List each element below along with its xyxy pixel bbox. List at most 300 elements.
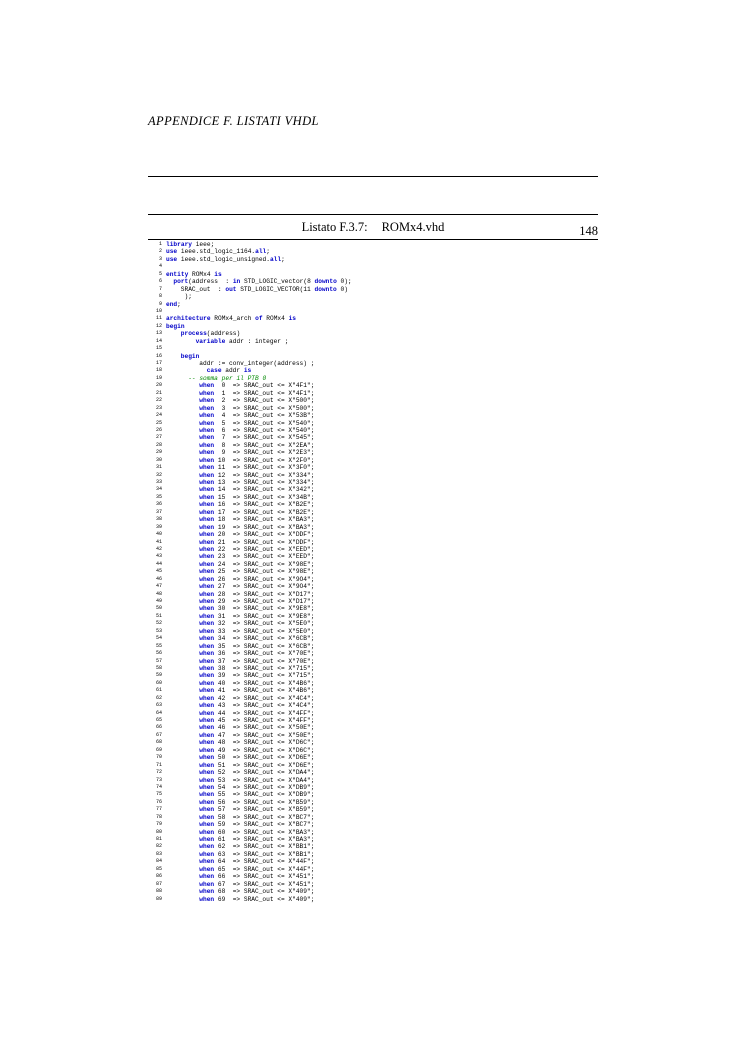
- code-line: [148, 843, 598, 850]
- code-line: [148, 605, 598, 612]
- code-token: when: [199, 456, 215, 464]
- code-line: [148, 583, 598, 590]
- code-token: when: [199, 731, 215, 739]
- code-token: 45 => SRAC_out <= X"4FF";: [214, 717, 315, 724]
- code-line: [148, 739, 598, 746]
- line-number: 55: [155, 642, 162, 649]
- line-number: 78: [155, 813, 162, 820]
- code-token: 46 => SRAC_out <= X"50E";: [214, 724, 315, 732]
- line-number: 46: [155, 575, 162, 582]
- code-token: 40 => SRAC_out <= X"4B6";: [214, 679, 315, 687]
- line-content: [199, 769, 314, 776]
- code-token: 65 => SRAC_out <= X"44F";: [214, 865, 315, 873]
- listing-caption-title: ROMx4.vhd: [381, 220, 445, 234]
- line-number: 25: [155, 419, 162, 426]
- code-token: addr : integer ;: [225, 337, 289, 345]
- code-token: when: [199, 806, 215, 814]
- code-line: [148, 635, 598, 642]
- code-token: 13 => SRAC_out <= X"334";: [214, 479, 315, 486]
- line-number: 2: [158, 248, 162, 255]
- code-line: [148, 695, 598, 702]
- line-number: 50: [155, 605, 162, 612]
- line-number: 86: [155, 873, 162, 880]
- code-line: [148, 539, 598, 546]
- code-line: [148, 271, 598, 278]
- line-number: 20: [155, 382, 162, 389]
- code-token: when: [199, 657, 215, 665]
- code-line: [148, 509, 598, 516]
- code-token: when: [199, 746, 215, 754]
- code-token: 47 => SRAC_out <= X"50E";: [214, 731, 315, 739]
- line-number: 19: [155, 374, 162, 381]
- code-token: 18 => SRAC_out <= X"BA3";: [214, 516, 315, 524]
- code-token: when: [199, 821, 215, 829]
- line-content: [199, 665, 314, 672]
- code-line: [148, 412, 598, 419]
- code-token: 30 => SRAC_out <= X"9E8";: [214, 605, 315, 613]
- code-token: when: [199, 612, 215, 620]
- code-token: 57 => SRAC_out <= X"B59";: [214, 806, 315, 814]
- code-token: when: [199, 545, 215, 553]
- code-token: when: [199, 694, 215, 702]
- code-token: addr: [221, 367, 244, 375]
- code-token: 64 => SRAC_out <= X"44F";: [214, 858, 315, 866]
- code-line: [148, 814, 598, 821]
- code-token: when: [199, 858, 215, 866]
- code-line: [148, 799, 598, 806]
- line-content: [199, 553, 314, 560]
- code-line: [148, 643, 598, 650]
- code-line: [148, 888, 598, 895]
- line-content: [199, 829, 314, 836]
- code-token: 63 => SRAC_out <= X"BB1";: [214, 850, 315, 858]
- code-line: [148, 754, 598, 761]
- code-token: when: [199, 479, 215, 486]
- line-number: 69: [155, 746, 162, 753]
- code-token: 66 => SRAC_out <= X"451";: [214, 873, 315, 881]
- code-token: STD_LOGIC_VECTOR(11: [236, 285, 315, 293]
- code-line: [148, 568, 598, 575]
- code-line: [148, 494, 598, 501]
- line-content: [199, 873, 314, 880]
- code-line: [148, 256, 598, 263]
- code-line: [148, 449, 598, 456]
- code-token: ;: [177, 300, 181, 308]
- line-content: [199, 814, 314, 821]
- code-token: 49 => SRAC_out <= X"D6C";: [214, 746, 315, 754]
- line-content: [199, 479, 314, 486]
- code-token: 27 => SRAC_out <= X"9O4";: [214, 583, 315, 591]
- code-line: [148, 762, 598, 769]
- line-content: [199, 732, 314, 739]
- code-line: [148, 724, 598, 731]
- code-token: when: [199, 620, 215, 628]
- code-token: 0): [336, 285, 348, 293]
- code-token: case: [206, 367, 222, 375]
- code-token: 0 => SRAC_out <= X"4F1";: [214, 382, 315, 390]
- line-number: 72: [155, 769, 162, 776]
- line-content: [199, 791, 314, 798]
- code-token: 62 => SRAC_out <= X"BB1";: [214, 843, 315, 851]
- line-number: 60: [155, 679, 162, 686]
- line-content: [199, 360, 314, 367]
- code-token: 16 => SRAC_out <= X"B2E";: [214, 501, 315, 509]
- line-content: [199, 509, 314, 516]
- code-token: when: [199, 575, 215, 583]
- code-line: [148, 420, 598, 427]
- line-content: [166, 315, 296, 322]
- code-line: [148, 710, 598, 717]
- line-number: 30: [155, 456, 162, 463]
- code-line: [148, 665, 598, 672]
- code-token: when: [199, 583, 215, 591]
- listing-caption-rule: [148, 239, 598, 240]
- code-token: end: [166, 300, 178, 308]
- line-number: 15: [155, 345, 162, 352]
- line-number: 35: [155, 493, 162, 500]
- code-token: 67 => SRAC_out <= X"451";: [214, 880, 315, 888]
- code-token: STD_LOGIC_vector(8: [240, 278, 315, 286]
- code-token: when: [199, 888, 215, 896]
- code-line: [148, 472, 598, 479]
- line-content: [199, 754, 314, 761]
- code-token: 12 => SRAC_out <= X"334";: [214, 471, 315, 479]
- line-content: [199, 524, 314, 531]
- line-number: 14: [155, 337, 162, 344]
- code-line: [148, 620, 598, 627]
- code-token: is: [243, 367, 252, 375]
- line-content: [199, 836, 314, 843]
- code-line: [148, 516, 598, 523]
- line-number: 81: [155, 836, 162, 842]
- code-token: 41 => SRAC_out <= X"4B6";: [214, 687, 315, 695]
- code-token: when: [199, 449, 215, 457]
- code-line: [148, 717, 598, 724]
- code-token: when: [199, 389, 215, 397]
- code-token: when: [199, 441, 215, 449]
- code-line: [148, 427, 598, 434]
- line-number: 43: [155, 553, 162, 560]
- code-token: ROMx4_arch: [210, 315, 256, 323]
- code-token: when: [199, 501, 215, 509]
- code-token: when: [199, 538, 215, 546]
- code-token: ROMx4: [262, 315, 289, 323]
- line-content: [188, 375, 266, 382]
- line-number: 76: [155, 798, 162, 805]
- code-token: 35 => SRAC_out <= X"6CB";: [214, 642, 315, 650]
- code-line: [148, 881, 598, 888]
- line-content: [166, 271, 222, 278]
- code-token: when: [199, 783, 215, 791]
- code-token: 22 => SRAC_out <= X"EED";: [214, 545, 315, 553]
- line-number: 4: [158, 263, 162, 270]
- code-token: ROMx4: [188, 270, 215, 278]
- code-token: when: [199, 531, 215, 539]
- code-token: when: [199, 672, 215, 680]
- code-token: 31 => SRAC_out <= X"9E8";: [214, 612, 315, 620]
- line-number: 70: [155, 754, 162, 761]
- code-token: 39 => SRAC_out <= X"715";: [214, 672, 315, 680]
- code-token: 25 => SRAC_out <= X"98E";: [214, 568, 315, 576]
- code-token: when: [199, 739, 215, 747]
- line-number: 22: [155, 397, 162, 404]
- line-content: [199, 457, 314, 464]
- code-token: 61 => SRAC_out <= X"BA3";: [214, 836, 315, 843]
- code-token: when: [199, 679, 215, 687]
- line-content: [199, 821, 314, 828]
- code-token: 6 => SRAC_out <= X"540";: [214, 426, 315, 434]
- line-number: 47: [155, 583, 162, 590]
- line-content: [199, 762, 314, 769]
- code-line: [148, 405, 598, 412]
- code-token: 37 => SRAC_out <= X"70E";: [214, 657, 315, 665]
- code-token: ;: [266, 248, 270, 256]
- code-token: library: [166, 241, 192, 248]
- line-content: [199, 843, 314, 850]
- line-content: [199, 695, 314, 702]
- code-token: when: [199, 419, 215, 427]
- code-token: 58 => SRAC_out <= X"BC7";: [214, 813, 315, 821]
- code-token: 9 => SRAC_out <= X"2E3";: [214, 449, 315, 457]
- line-content: [199, 710, 314, 717]
- line-number: 57: [155, 657, 162, 664]
- code-line: [148, 375, 598, 382]
- code-token: 14 => SRAC_out <= X"342";: [214, 486, 315, 494]
- line-number: 66: [155, 724, 162, 731]
- code-token: 55 => SRAC_out <= X"DB9";: [214, 791, 315, 799]
- line-number: 34: [155, 486, 162, 493]
- line-number: 54: [155, 635, 162, 642]
- line-content: [166, 323, 185, 330]
- code-token: 34 => SRAC_out <= X"6CB";: [214, 635, 315, 643]
- line-number: 68: [155, 739, 162, 746]
- code-token: when: [199, 761, 215, 769]
- code-line: [148, 457, 598, 464]
- code-token: 28 => SRAC_out <= X"D17";: [214, 590, 315, 598]
- line-content: [199, 397, 314, 404]
- code-line: [148, 464, 598, 471]
- line-content: [199, 672, 314, 679]
- code-token: process: [180, 330, 207, 338]
- line-number: 28: [155, 441, 162, 448]
- line-number: 21: [155, 389, 162, 396]
- code-line: [148, 806, 598, 813]
- code-line: [148, 851, 598, 858]
- code-token: ieee;: [192, 241, 215, 248]
- line-number: 61: [155, 687, 162, 694]
- line-content: [199, 516, 314, 523]
- line-number: 3: [158, 255, 162, 262]
- line-number: 45: [155, 568, 162, 575]
- line-content: [199, 568, 314, 575]
- code-token: 19 => SRAC_out <= X"BA3";: [214, 523, 315, 531]
- line-content: [196, 338, 289, 345]
- line-content: [199, 881, 314, 888]
- code-token: when: [199, 434, 215, 442]
- line-number: 52: [155, 620, 162, 627]
- code-token: when: [199, 590, 215, 598]
- line-number: 33: [155, 479, 162, 485]
- line-number: 38: [155, 516, 162, 523]
- line-content: [199, 486, 314, 493]
- line-number: 64: [155, 709, 162, 716]
- code-token: 69 => SRAC_out <= X"409";: [214, 895, 315, 903]
- line-content: [199, 576, 314, 583]
- code-line: [148, 286, 598, 293]
- line-content: [207, 367, 252, 374]
- code-token: architecture: [166, 315, 211, 323]
- code-token: 42 => SRAC_out <= X"4C4";: [214, 694, 315, 702]
- line-number: 51: [155, 612, 162, 619]
- line-number: 87: [155, 880, 162, 887]
- code-token: when: [199, 635, 215, 643]
- code-token: 38 => SRAC_out <= X"715";: [214, 664, 315, 672]
- line-content: [199, 434, 314, 441]
- line-number: 13: [155, 330, 162, 337]
- code-token: when: [199, 702, 215, 710]
- code-line: [148, 784, 598, 791]
- line-content: [166, 241, 214, 248]
- line-number: 71: [155, 761, 162, 768]
- code-token: when: [199, 605, 215, 613]
- line-content: [199, 561, 314, 568]
- line-content: [181, 286, 348, 293]
- line-number: 12: [155, 322, 162, 329]
- code-line: [148, 546, 598, 553]
- code-token: 44 => SRAC_out <= X"4FF";: [214, 709, 315, 717]
- code-token: when: [199, 382, 215, 390]
- code-token: out: [225, 285, 237, 293]
- code-token: 17 => SRAC_out <= X"B2E";: [214, 508, 315, 516]
- code-token: 43 => SRAC_out <= X"4C4";: [214, 702, 315, 710]
- code-token: 0);: [336, 278, 352, 286]
- line-content: [199, 806, 314, 813]
- code-line: [148, 330, 598, 337]
- code-token: when: [199, 568, 215, 576]
- line-content: [199, 724, 314, 731]
- code-line: [148, 486, 598, 493]
- line-number: 44: [155, 560, 162, 567]
- code-line: [148, 338, 598, 345]
- line-content: [166, 256, 285, 263]
- code-line: [148, 672, 598, 679]
- code-token: when: [199, 426, 215, 434]
- line-content: [199, 658, 314, 665]
- code-line: [148, 732, 598, 739]
- code-line: [148, 561, 598, 568]
- code-token: addr := conv_integer(address) ;: [199, 360, 315, 367]
- line-content: [166, 248, 270, 255]
- code-token: when: [199, 471, 215, 479]
- code-token: 8 => SRAC_out <= X"2EA";: [214, 441, 315, 449]
- page-number: 148: [579, 224, 598, 238]
- code-token: ;: [281, 255, 285, 263]
- code-line: [148, 442, 598, 449]
- line-number: 59: [155, 672, 162, 679]
- code-token: when: [199, 397, 215, 405]
- line-content: [199, 643, 314, 650]
- line-content: [199, 464, 314, 471]
- code-line: [148, 769, 598, 776]
- line-number: 32: [155, 471, 162, 478]
- line-content: [199, 405, 314, 412]
- line-number: 79: [155, 821, 162, 828]
- code-token: begin: [166, 322, 185, 330]
- line-content: [199, 680, 314, 687]
- line-content: [199, 866, 314, 873]
- code-line: [148, 858, 598, 865]
- code-token: 52 => SRAC_out <= X"DA4";: [214, 769, 315, 777]
- code-line: [148, 390, 598, 397]
- line-content: [199, 784, 314, 791]
- line-content: [199, 858, 314, 865]
- line-number: 85: [155, 865, 162, 872]
- code-line: [148, 829, 598, 836]
- code-line: [148, 315, 598, 322]
- code-token: in: [232, 278, 241, 286]
- line-number: 31: [155, 464, 162, 471]
- line-content: [166, 301, 181, 308]
- line-number: 9: [158, 300, 162, 307]
- code-token: 56 => SRAC_out <= X"B59";: [214, 798, 315, 806]
- line-content: [199, 896, 314, 903]
- code-token: when: [199, 464, 215, 472]
- header-rule: [148, 176, 598, 177]
- code-token: when: [199, 769, 215, 777]
- code-token: when: [199, 776, 215, 784]
- code-token: variable: [195, 337, 226, 345]
- line-content: [199, 650, 314, 657]
- code-token: when: [199, 493, 215, 501]
- code-token: is: [214, 270, 222, 278]
- code-token: when: [199, 404, 215, 412]
- code-line: [148, 576, 598, 583]
- line-number: 75: [155, 791, 162, 798]
- code-token: of: [255, 315, 263, 323]
- code-token: 33 => SRAC_out <= X"5E0";: [214, 627, 315, 635]
- line-content: [199, 613, 314, 620]
- code-token: 32 => SRAC_out <= X"5E0";: [214, 620, 315, 628]
- line-number: 58: [155, 664, 162, 671]
- code-line: [148, 278, 598, 285]
- code-line: [148, 241, 598, 248]
- code-token: 5 => SRAC_out <= X"540";: [214, 419, 315, 427]
- code-token: entity: [166, 270, 189, 278]
- code-line: [148, 323, 598, 330]
- code-token: port: [173, 278, 189, 286]
- code-token: when: [199, 895, 215, 903]
- code-token: 24 => SRAC_out <= X"98E";: [214, 560, 315, 568]
- line-number: 62: [155, 694, 162, 701]
- line-number: 8: [158, 293, 162, 300]
- code-line: [148, 382, 598, 389]
- line-number: 88: [155, 888, 162, 895]
- code-token: 1 => SRAC_out <= X"4F1";: [214, 389, 315, 397]
- code-token: 51 => SRAC_out <= X"D6E";: [214, 761, 315, 769]
- line-content: [199, 598, 314, 605]
- code-line: [148, 836, 598, 843]
- line-content: [199, 390, 314, 397]
- line-number: 56: [155, 650, 162, 657]
- line-content: [199, 382, 314, 389]
- line-content: [199, 628, 314, 635]
- code-token: 68 => SRAC_out <= X"409";: [214, 888, 315, 896]
- code-token: SRAC_out :: [180, 285, 226, 293]
- line-content: [199, 717, 314, 724]
- line-number: 24: [155, 412, 162, 419]
- line-number: 7: [158, 285, 162, 292]
- code-token: when: [199, 791, 215, 799]
